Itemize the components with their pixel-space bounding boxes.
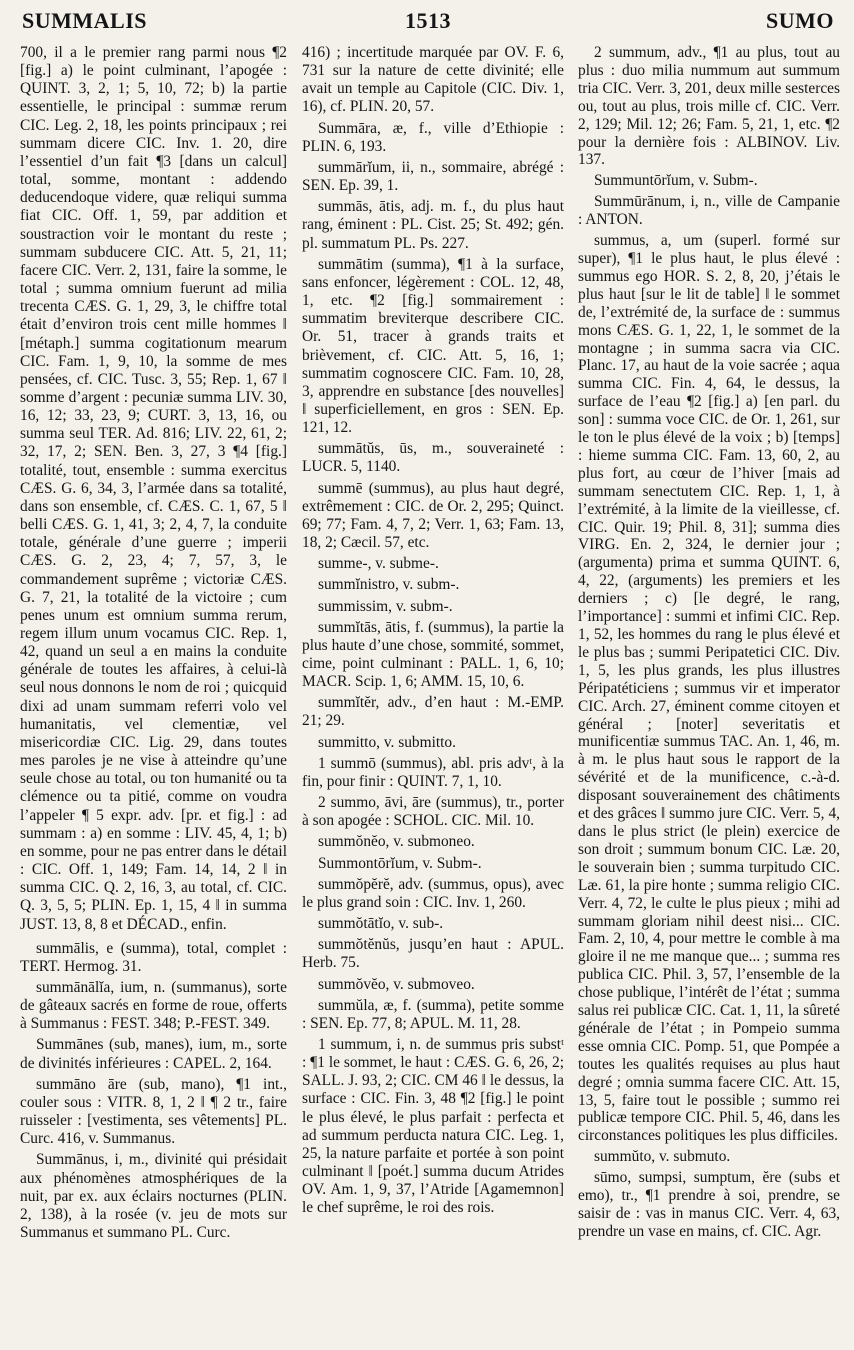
column-3 — [578, 44, 840, 1344]
column-2 — [302, 44, 564, 1344]
dictionary-entry: summitto, v. submitto. — [318, 733, 456, 751]
dictionary-entry: summŏvĕo, v. submoveo. — [318, 975, 475, 993]
dictionary-entry: summŏtĕnŭs, jusqu’en haut : APUL. Herb. 75. — [302, 936, 564, 972]
page-header — [22, 8, 834, 38]
dictionary-entry: summissim, v. subm-. — [318, 597, 453, 615]
dictionary-entry: 700, il a le premier rang parmi nous ¶2 [fig.] a) le point culminant, l’apogée : QUINT. 3, 2, 1; 5, 10, 72; b) la partie essentielle, le principal : summæ rerum CIC. Leg. 2, 18, les points principaux ; rei summam dicere CIC. Inv. 1. 20, dire l’essentiel d’un fait ¶3 [dans un calcul] total, somme, montant : addendo deducendoque videre, quæ reliqui summa fiat CIC. Off. 1, 59, par addition et soustraction voir le montant du reste ; summam subducere CIC. Att. 5, 21, 11; facere CIC. Verr. 2, 131, faire la somme, le total ; summa omnium fuerunt ad milia trecenta CÆS. G. 1, 29, 3, le chiffre total était d’environ trois cent mille hommes ‖ [métaph.] summa cogitationum mearum CIC. Fam. 1, 9, 10, la somme de mes pensées, cf. CIC. Tusc. 3, 55; Rep. 1, 67 ‖ somme d’argent : pecuniæ summa LIV. 30, 16, 12; 33, 23, 9; CURT. 3, 13, 16, ou summa seul TER. Ad. 816; LIV. 22, 61, 2; 32, 17, 2; SEN. Ben. 3, 27, 3 ¶4 [fig.] totalité, tout, ensemble : summa exercitus CÆS. G. 6, 34, 3, l’armée dans sa totalité, dans son ensemble, cf. CÆS. C. 1, 67, 5 ‖ belli CÆS. G. 1, 41, 3; 2, 4, 7, la conduite totale, générale d’une guerre ; imperii CÆS. G. 2, 23, 4; 7, 57, 3, le commandement suprême ; victoriæ CÆS. G. 7, 21, la totalité de la victoire ; cum penes unum est omnium summa rerum, regem illum unum vocamus CIC. Rep. 1, 42, quand un seul a en mains la conduite générale de toutes les affaires, à celui-là seul nous donnons le nom de roi ; quicquid dixi ad unam summam referri volo vel humanitatis, vel clementiæ, vel misericordiæ CIC. Lig. 29, dans toutes mes paroles je ne vise à atteindre qu’une seule chose au total, ou ton humanité ou ta clémence ou ta pitié, comme on voudra l’appeler ¶ 5 expr. adv. [pr. et fig.] : ad summam : a) en somme : LIV. 45, 4, 1; b) en somme, pour ne pas entrer dans le détail : CIC. Off. 1, 149; Fam. 14, 14, 2 ‖ in summa CIC. Q. 2, 16, 3, au total, cf. CIC. Q. 3, 5, 5; PLIN. Ep. 1, 15, 4 ‖ in summa JUST. 13, 8, 8 et DÉCAD., enfin. — [20, 44, 287, 933]
dictionary-entry: 1 summum, i, n. de summus pris substᵗ : ¶1 le sommet, le haut : CÆS. G. 6, 26, 2; SALL. J. 93, 2; CIC. CM 46 ‖ le dessus, la surface : CIC. Fin. 3, 48 ¶2 [fig.] le point le plus élevé, le plus parfait : perfecta et ad summum perducta natura CIC. Leg. 1, 25, la nature parfaite et portée à son point culminant ‖ [poét.] summa ducum Atrides OV. Am. 1, 9, 37, l’Atride [Agamemnon] le chef suprême, le roi des rois. — [302, 1035, 564, 1217]
page-number: 1513 — [405, 8, 451, 33]
dictionary-entry: summŭla, æ, f. (summa), petite somme : SEN. Ep. 77, 8; APUL. M. 11, 28. — [302, 996, 564, 1032]
dictionary-entry: summĭtās, ātis, f. (summus), la partie la plus haute d’une chose, sommité, sommet, cime, point culminant : PALL. 1, 6, 10; MACR. Scip. 1, 6; AMM. 15, 10, 6. — [302, 618, 564, 691]
dictionary-entry: summŏnĕo, v. submoneo. — [318, 833, 475, 851]
dictionary-entry: Summūrānum, i, n., ville de Campanie : ANTON. — [578, 193, 840, 229]
dictionary-entry: Summānus, i, m., divinité qui présidait aux phénomènes atmosphériques de la nuit, par ex. aux éclairs nocturnes (PLIN. 2, 138), à la rosée (v. jeu de mots sur Summanus et summano PL. Curc. — [20, 1151, 287, 1241]
dictionary-entry: summŏtātĭo, v. sub-. — [318, 915, 444, 933]
dictionary-entry: summe-, v. subme-. — [318, 555, 439, 573]
left-guide-word: SUMMALIS — [22, 8, 148, 33]
dictionary-entry: Summontōrĭum, v. Subm-. — [318, 854, 482, 872]
dictionary-entry: summus, a, um (superl. formé sur super), ¶1 le plus haut, le plus élevé : summus ego HOR. S. 2, 8, 20, j’étais le plus haut [sur le lit de table] ‖ le sommet de, l’extrémité de, la surface de : summus mons CÆS. G. 1, 22, 1, le sommet de la montagne ; in summa sacra via CIC. Planc. 17, au haut de la voie sacrée ; aqua summa CIC. Fin. 4, 64, le dessus, la surface de l’eau ¶2 [fig.] a) [en parl. du son] : summa voce CIC. de Or. 1, 261, sur le ton le plus élevé de la voix ; b) [temps] : hieme summa CIC. Fam. 13, 60, 2, au plus fort, au cœur de l’hiver [mais ad summam senectutem CIC. Rep. 1, 1, à l’extrémité, à la limite de la vieillesse, cf. CIC. Quir. 19; Phil. 8, 31]; summa dies VIRG. En. 2, 324, le dernier jour ; (argumenta) prima et summa QUINT. 6, 4, 22, (arguments) les premiers et les derniers ; c) [le degré, le rang, l’importance] : summi et infimi CIC. Rep. 1, 52, les hommes du rang le plus élevé et le plus bas ; summi Peripatetici CIC. Div. 1, 5, les plus grands, les plus illustres Péripatéticiens ; summus vir et imperator CIC. Arch. 27, éminent comme citoyen et général ; [noter] severitatis et munificentiæ summus TAC. An. 1, 46, m. à m. le plus haut sous le rapport de la sévérité et de la munificence, c.-à-d. disposant souverainement des châtiments et des grâces ‖ summo jure CIC. Verr. 5, 4, dans le plus strict (le plein) exercice de son droit ; summum bonum CIC. Læ. 20, le souverain bien ; summa turpitudo CIC. Læ. 61, la pire honte ; summa religio CIC. Verr. 4, 72, le culte le plus pieux ; mihi ad summam gloriam nihil deest nisi... CIC. Fam. 2, 10, 4, pour mettre le comble à ma gloire il ne me manque que... ; summa res publica CIC. Phil. 3, 57, l’ensemble de la chose publique, l’intérêt de l’état ; summa salus rei publicæ CIC. Cat. 1, 11, la sûreté générale de l’état ; in Pompeio summa esse omnia CIC. Pomp. 51, que Pompée a toutes les qualités requises au plus haut degré ; omnia summa facere CIC. Att. 15, 13, 5, faire tout le possible ; summo rei publicæ tempore CIC. Phil. 5, 46, dans les circonstances politiques les plus difficiles. — [578, 232, 840, 1145]
dictionary-entry: Summuntōrĭum, v. Subm-. — [594, 172, 758, 190]
column-1 — [20, 44, 287, 1344]
right-guide-word: SUMO — [766, 8, 834, 33]
dictionary-entry: summārĭum, ii, n., sommaire, abrégé : SEN. Ep. 39, 1. — [302, 158, 564, 195]
dictionary-entry: summātŭs, ūs, m., souveraineté : LUCR. 5, 1140. — [302, 440, 564, 476]
dictionary-entry: summās, ātis, adj. m. f., du plus haut rang, éminent : PL. Cist. 25; St. 492; gén. pl. summatum PL. Ps. 227. — [302, 198, 564, 252]
dictionary-entry: summŏpĕrĕ, adv. (summus, opus), avec le plus grand soin : CIC. Inv. 1, 260. — [302, 875, 564, 911]
dictionary-entry: summāno āre (sub, mano), ¶1 int., couler sous : VITR. 8, 1, 2 ‖ ¶ 2 tr., faire ruisseler : [vestimenta, ses vêtements] PL. Curc. 416, v. Summanus. — [20, 1075, 287, 1148]
dictionary-entry: summē (summus), au plus haut degré, extrêmement : CIC. de Or. 2, 295; Quinct. 69; 77; Fam. 4, 7, 2; Verr. 1, 63; Fam. 13, 18, 2; Cæcil. 57, etc. — [302, 479, 564, 552]
dictionary-entry: summālis, e (summa), total, complet : TERT. Hermog. 31. — [20, 939, 287, 975]
dictionary-entry: sūmo, sumpsi, sumptum, ĕre (subs et emo), tr., ¶1 prendre à soi, prendre, se saisir de : vas in manus CIC. Verr. 4, 63, prendre un vase en mains, cf. CIC. Agr. — [578, 1169, 840, 1240]
dictionary-entry: Summānes (sub, manes), ium, m., sorte de divinités inférieures : CAPEL. 2, 164. — [20, 1036, 287, 1072]
dictionary-entry: summĭnistro, v. subm-. — [318, 576, 460, 594]
dictionary-entry: 2 summum, adv., ¶1 au plus, tout au plus : duo milia nummum aut summum tria CIC. Verr. 3, 201, deux mille sesterces ou, tout au plus, trois mille cf. CIC. Verr. 2, 129; Mil. 12; 26; Fam. 5, 21, 1, etc. ¶2 pour la dernière fois : ALBINOV. Liv. 137. — [578, 44, 840, 169]
dictionary-entry: summātim (summa), ¶1 à la surface, sans enfoncer, légèrement : COL. 12, 48, 1, etc. ¶2 [fig.] sommairement : summatim breviterque describere CIC. Or. 51, tracer à grands traits et brièvement, cf. CIC. Att. 5, 16, 1; summatim cognoscere CIC. Fam. 10, 28, 3, apprendre en substance [des nouvelles] ‖ superficiellement, en gros : SEN. Ep. 121, 12. — [302, 255, 564, 437]
dictionary-entry: summānālĭa, ium, n. (summanus), sorte de gâteaux sacrés en forme de roue, offerts à Summanus : FEST. 348; P.-FEST. 349. — [20, 978, 287, 1033]
dictionary-entry: 416) ; incertitude marquée par OV. F. 6, 731 sur la nature de cette divinité; elle avait un temple au Capitole (CIC. Div. 1, 16), cf. PLIN. 20, 57. — [302, 44, 564, 116]
dictionary-entry: Summāra, æ, f., ville d’Ethiopie : PLIN. 6, 193. — [302, 119, 564, 155]
dictionary-entry: summĭtĕr, adv., d’en haut : M.-EMP. 21; 29. — [302, 694, 564, 730]
dictionary-entry: 1 summō (summus), abl. pris advᵗ, à la fin, pour finir : QUINT. 7, 1, 10. — [302, 754, 564, 790]
dictionary-entry: summŭto, v. submuto. — [594, 1148, 731, 1166]
dictionary-entry: 2 summo, āvi, āre (summus), tr., porter à son apogée : SCHOL. CIC. Mil. 10. — [302, 794, 564, 830]
